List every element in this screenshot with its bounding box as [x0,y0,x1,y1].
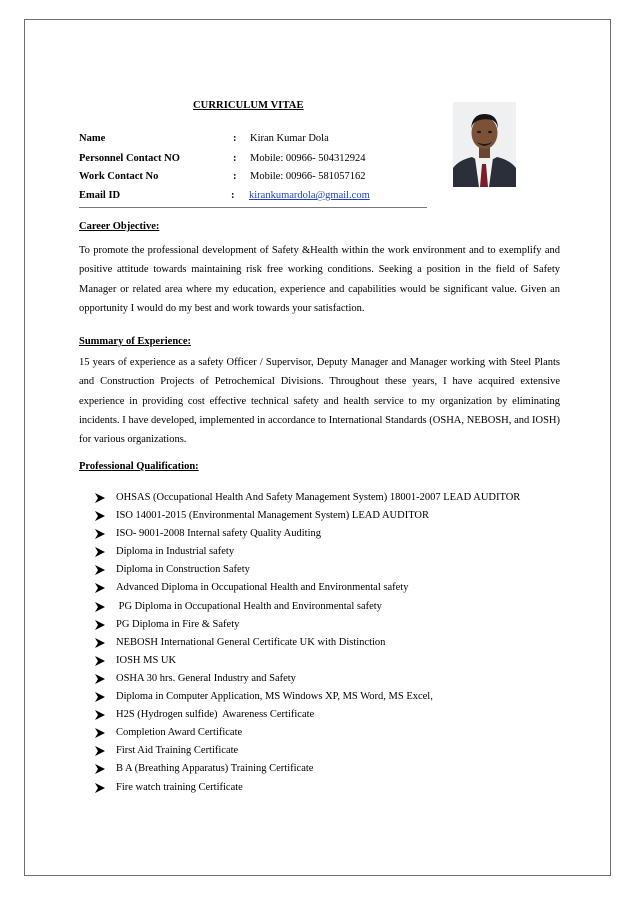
qualification-text: NEBOSH International General Certificate UK with Distinction [116,636,386,648]
document-title: CURRICULUM VITAE [193,100,304,111]
contact-value-name: Kiran Kumar Dola [250,133,329,144]
career-objective-heading: Career Objective: [79,221,160,232]
contact-row-email [79,190,439,204]
contact-separator: : [233,171,237,182]
arrowhead-bullet-icon [95,764,105,774]
arrowhead-bullet-icon [95,620,105,630]
qualification-text: IOSH MS UK [116,654,177,666]
arrowhead-bullet-icon [95,602,105,612]
contact-row-name [79,133,439,147]
contact-row-personal-phone [79,153,439,167]
contact-divider [79,207,427,208]
contact-value-work-phone: Mobile: 00966- 581057162 [250,171,366,182]
arrowhead-bullet-icon [95,783,105,793]
arrowhead-bullet-icon [95,692,105,702]
qualification-text: Diploma in Computer Application, MS Windows XP, MS Word, MS Excel, [116,691,433,703]
contact-separator: : [233,153,237,164]
qualification-text: Diploma in Construction Safety [116,564,250,576]
contact-value-personal-phone: Mobile: 00966- 504312924 [250,153,366,164]
arrowhead-bullet-icon [95,565,105,575]
qualification-text: B A (Breathing Apparatus) Training Certificate [116,763,314,775]
contact-separator: : [233,133,237,144]
arrowhead-bullet-icon [95,728,105,738]
contact-row-work-phone [79,171,439,185]
career-objective-text: To promote the professional development of Safety &Health within the work environment and to exemplify and positive attitude towards maintaining risk free working conditions. Seeking a position in the field of Safety Manager or related area where my education, experience and capabilities would be significant value. Given an opportunity I would do my best and work towards your satisfaction. [79,245,560,314]
arrowhead-bullet-icon [95,583,105,593]
qualification-text: OSHA 30 hrs. General Industry and Safety [116,672,296,684]
qualification-text: ISO 14001-2015 (Environmental Management System) LEAD AUDITOR [116,510,430,522]
qualification-text: PG Diploma in Occupational Health and Environmental safety [116,600,382,612]
arrowhead-bullet-icon [95,638,105,648]
profile-photo [453,102,516,187]
qualification-heading: Professional Qualification: [79,461,199,472]
qualification-text: Diploma in Industrial safety [116,546,235,558]
qualification-text: Completion Award Certificate [116,727,243,739]
arrowhead-bullet-icon [95,656,105,666]
arrowhead-bullet-icon [95,746,105,756]
contact-label: Work Contact No [79,171,159,182]
qualification-text: PG Diploma in Fire & Safety [116,618,240,630]
contact-label: Email ID [79,190,121,201]
arrowhead-bullet-icon [95,710,105,720]
email-link[interactable]: kirankumardola@gmail.com [249,190,370,201]
arrowhead-bullet-icon [95,493,105,503]
qualification-text: H2S (Hydrogen sulfide) Awareness Certificate [116,709,315,721]
qualification-text: Fire watch training Certificate [116,781,243,793]
summary-text: 15 years of experience as a safety Officer / Supervisor, Deputy Manager and Manager working with Steel Plants and Construction Projects of Petrochemical Divisions. Throughout these years, I have acquired extensive experience in providing cost effective technical safety and health service to my organization by eliminating incidents. I have developed, implemented in accordance to International Standards (OSHA, NEBOSH, and IOSH) for various organizations. [79,357,560,446]
qualification-text: ISO- 9001-2008 Internal safety Quality Auditing [116,528,322,540]
arrowhead-bullet-icon [95,529,105,539]
arrowhead-bullet-icon [95,511,105,521]
qualification-text: Advanced Diploma in Occupational Health and Environmental safety [116,582,409,594]
contact-label: Personnel Contact NO [79,153,180,164]
contact-separator: : [231,190,235,201]
summary-heading: Summary of Experience: [79,336,191,347]
contact-label: Name [79,133,106,144]
arrowhead-bullet-icon [95,547,105,557]
qualification-text: OHSAS (Occupational Health And Safety Management System) 18001-2007 LEAD AUDITOR [116,492,521,503]
arrowhead-bullet-icon [95,674,105,684]
qualification-text: First Aid Training Certificate [116,745,239,757]
